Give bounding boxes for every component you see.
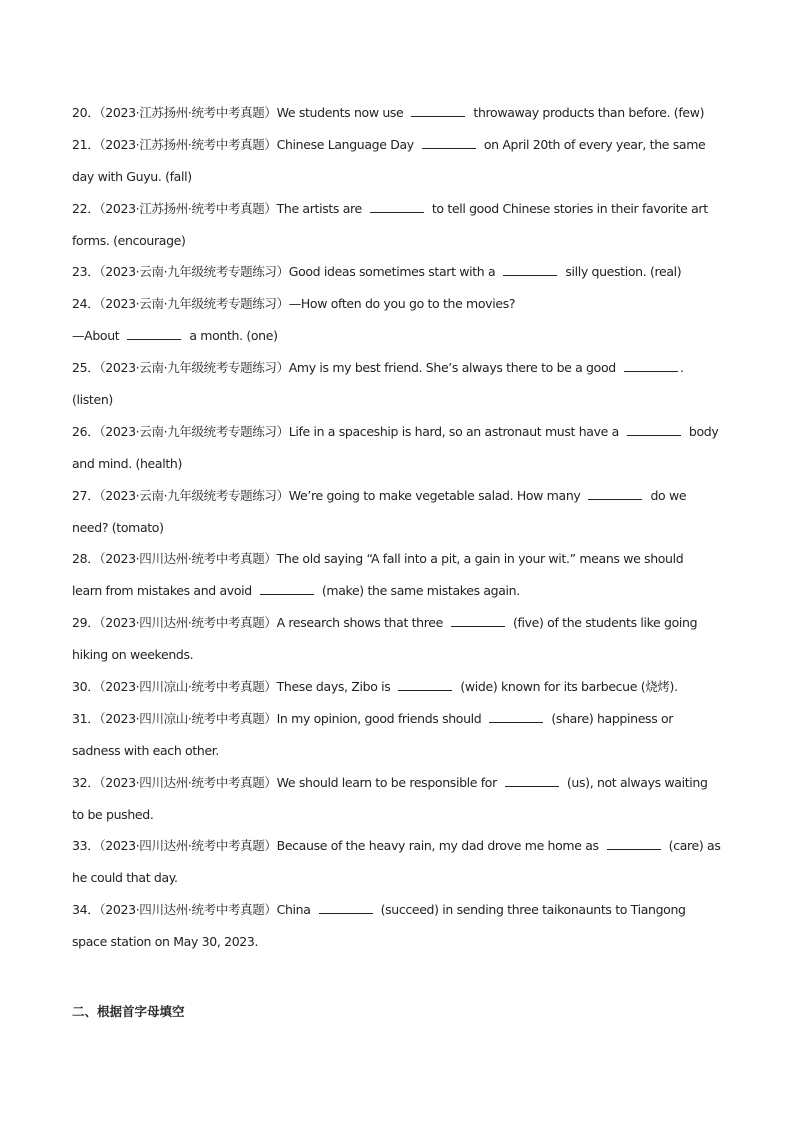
question-text: Amy is my best friend. She’s always there to be a good — [288, 360, 616, 376]
question-source: （2023·江苏扬州·统考中考真题） — [99, 136, 277, 152]
question-21-continuation: day with Guyu. (fall) — [72, 168, 192, 184]
question-30: 30．（2023·四川凉山·统考中考真题）These days, Zibo is (wide) known for its barbecue (烧烤). — [72, 679, 678, 695]
question-text: China — [276, 902, 311, 918]
question-number: 34 — [72, 902, 88, 918]
question-list — [72, 97, 722, 958]
question-text-after: (five) of the students like going — [512, 615, 698, 631]
answer-blank[interactable] — [627, 422, 681, 436]
question-25-continuation: (listen) — [72, 392, 113, 408]
answer-blank[interactable] — [489, 709, 543, 723]
question-text: The old saying “A fall into a pit, a gain in your wit.” means we should — [276, 551, 684, 567]
question-33: 33．（2023·四川达州·统考中考真题）Because of the heavy rain, my dad drove me home as (care) as — [72, 838, 721, 854]
question-text: In my opinion, good friends should — [276, 710, 482, 726]
question-source: （2023·江苏扬州·统考中考真题） — [99, 200, 277, 216]
question-text: We students now use — [276, 105, 404, 120]
question-text: Life in a spaceship is hard, so an astronaut must have a — [288, 423, 619, 439]
question-number: 25 — [72, 360, 88, 376]
question-number: 22 — [72, 200, 88, 216]
question-source: （2023·云南·九年级统考专题练习） — [99, 264, 289, 280]
question-text: These days, Zibo is — [276, 679, 391, 695]
question-27: 27．（2023·云南·九年级统考专题练习）We’re going to make vegetable salad. How many do we — [72, 487, 687, 503]
question-26: 26．（2023·云南·九年级统考专题练习）Life in a spaceship is hard, so an astronaut must have a body — [72, 423, 719, 439]
answer-blank[interactable] — [505, 773, 559, 787]
question-25: 25．（2023·云南·九年级统考专题练习）Amy is my best friend. She’s always there to be a good . — [72, 360, 684, 376]
question-number: 20 — [72, 105, 88, 120]
question-text-after: silly question. (real) — [565, 264, 682, 280]
question-number: 24 — [72, 296, 88, 312]
question-29: 29．（2023·四川达州·统考中考真题）A research shows that three (five) of the students like going — [72, 615, 698, 631]
question-text-after: (wide) known for its barbecue (烧烤). — [460, 679, 678, 695]
question-text: —About — [72, 328, 120, 344]
answer-blank[interactable] — [588, 486, 642, 500]
question-text-after: (us), not always waiting — [566, 774, 708, 790]
question-source: （2023·四川达州·统考中考真题） — [99, 551, 277, 567]
question-31-continuation: sadness with each other. — [72, 742, 220, 758]
answer-blank[interactable] — [411, 103, 465, 117]
question-32: 32．（2023·四川达州·统考中考真题）We should learn to be responsible for (us), not always waiting — [72, 774, 708, 790]
question-source: （2023·云南·九年级统考专题练习） — [99, 296, 289, 312]
question-text-after: (share) happiness or — [551, 710, 674, 726]
question-24: 24．（2023·云南·九年级统考专题练习）—How often do you go to the movies? — [72, 296, 516, 312]
question-source: （2023·四川凉山·统考中考真题） — [99, 679, 277, 695]
question-34-continuation: space station on May 30, 2023. — [72, 934, 259, 950]
question-28: 28．（2023·四川达州·统考中考真题）The old saying “A fall into a pit, a gain in your wit.” means we should — [72, 551, 684, 567]
question-source: （2023·江苏扬州·统考中考真题） — [99, 105, 277, 120]
question-29-continuation: hiking on weekends. — [72, 647, 194, 663]
question-source: （2023·云南·九年级统考专题练习） — [99, 487, 289, 503]
question-26-continuation: and mind. (health) — [72, 455, 182, 471]
question-text-after: to tell good Chinese stories in their favorite art — [431, 200, 708, 216]
question-source: （2023·四川凉山·统考中考真题） — [99, 710, 277, 726]
question-text: learn from mistakes and avoid — [72, 583, 252, 599]
question-20: 20．（2023·江苏扬州·统考中考真题）We students now use throwaway products than before. (few) — [72, 105, 705, 120]
question-text: Because of the heavy rain, my dad drove me home as — [276, 838, 599, 854]
question-34: 34．（2023·四川达州·统考中考真题）China (succeed) in sending three taikonaunts to Tiangong — [72, 902, 686, 918]
question-text-after: (care) as — [668, 838, 721, 854]
question-source: （2023·四川达州·统考中考真题） — [99, 774, 277, 790]
answer-blank[interactable] — [370, 199, 424, 213]
question-22-continuation: forms. (encourage) — [72, 232, 186, 248]
question-text: We should learn to be responsible for — [276, 774, 497, 790]
question-source: （2023·四川达州·统考中考真题） — [99, 902, 277, 918]
question-text-after: on April 20th of every year, the same — [483, 136, 706, 152]
question-number: 23 — [72, 264, 88, 280]
question-number: 29 — [72, 615, 88, 631]
question-23: 23．（2023·云南·九年级统考专题练习）Good ideas sometimes start with a silly question. (real) — [72, 264, 682, 280]
question-text-after: body — [688, 423, 719, 439]
question-number: 28 — [72, 551, 88, 567]
question-21: 21．（2023·江苏扬州·统考中考真题）Chinese Language Day on April 20th of every year, the same — [72, 136, 706, 152]
question-text-after: do we — [650, 487, 687, 503]
question-text-after: throwaway products than before. (few) — [473, 105, 705, 120]
question-text-after: a month. (one) — [189, 328, 278, 344]
question-source: （2023·云南·九年级统考专题练习） — [99, 360, 289, 376]
question-source: （2023·云南·九年级统考专题练习） — [99, 423, 289, 439]
question-number: 30 — [72, 679, 88, 695]
answer-blank[interactable] — [398, 677, 452, 691]
answer-blank[interactable] — [260, 581, 314, 595]
question-33-continuation: he could that day. — [72, 870, 178, 886]
question-source: （2023·四川达州·统考中考真题） — [99, 838, 277, 854]
answer-blank[interactable] — [503, 262, 557, 276]
question-number: 32 — [72, 774, 88, 790]
question-text: The artists are — [276, 200, 362, 216]
answer-blank[interactable] — [319, 900, 373, 914]
question-number: 26 — [72, 423, 88, 439]
question-28-continuation — [72, 575, 722, 607]
question-text: A research shows that three — [276, 615, 443, 631]
question-22: 22．（2023·江苏扬州·统考中考真题）The artists are to tell good Chinese stories in their favorite art — [72, 200, 708, 216]
question-number: 33 — [72, 838, 88, 854]
question-text-after: (make) the same mistakes again. — [321, 583, 520, 599]
question-text: Chinese Language Day — [276, 136, 414, 152]
section-title: 二、根据首字母填空 — [72, 1004, 185, 1019]
question-text: We’re going to make vegetable salad. How many — [288, 487, 581, 503]
question-number: 27 — [72, 487, 88, 503]
answer-blank[interactable] — [422, 135, 476, 149]
question-number: 21 — [72, 136, 88, 152]
question-31: 31．（2023·四川凉山·统考中考真题）In my opinion, good friends should (share) happiness or — [72, 710, 674, 726]
question-text: —How often do you go to the movies? — [288, 296, 516, 312]
question-text: Good ideas sometimes start with a — [288, 264, 496, 280]
question-text-after: (succeed) in sending three taikonaunts to Tiangong — [380, 902, 686, 918]
question-32-continuation: to be pushed. — [72, 806, 154, 822]
question-source: （2023·四川达州·统考中考真题） — [99, 615, 277, 631]
answer-blank[interactable] — [624, 358, 678, 372]
question-number: 31 — [72, 710, 88, 726]
question-text-after: . — [679, 360, 684, 376]
answer-blank[interactable] — [607, 836, 661, 850]
answer-blank[interactable] — [451, 613, 505, 627]
answer-blank[interactable] — [127, 326, 181, 340]
question-27-continuation: need? (tomato) — [72, 519, 164, 535]
question-24-continuation — [72, 320, 722, 352]
